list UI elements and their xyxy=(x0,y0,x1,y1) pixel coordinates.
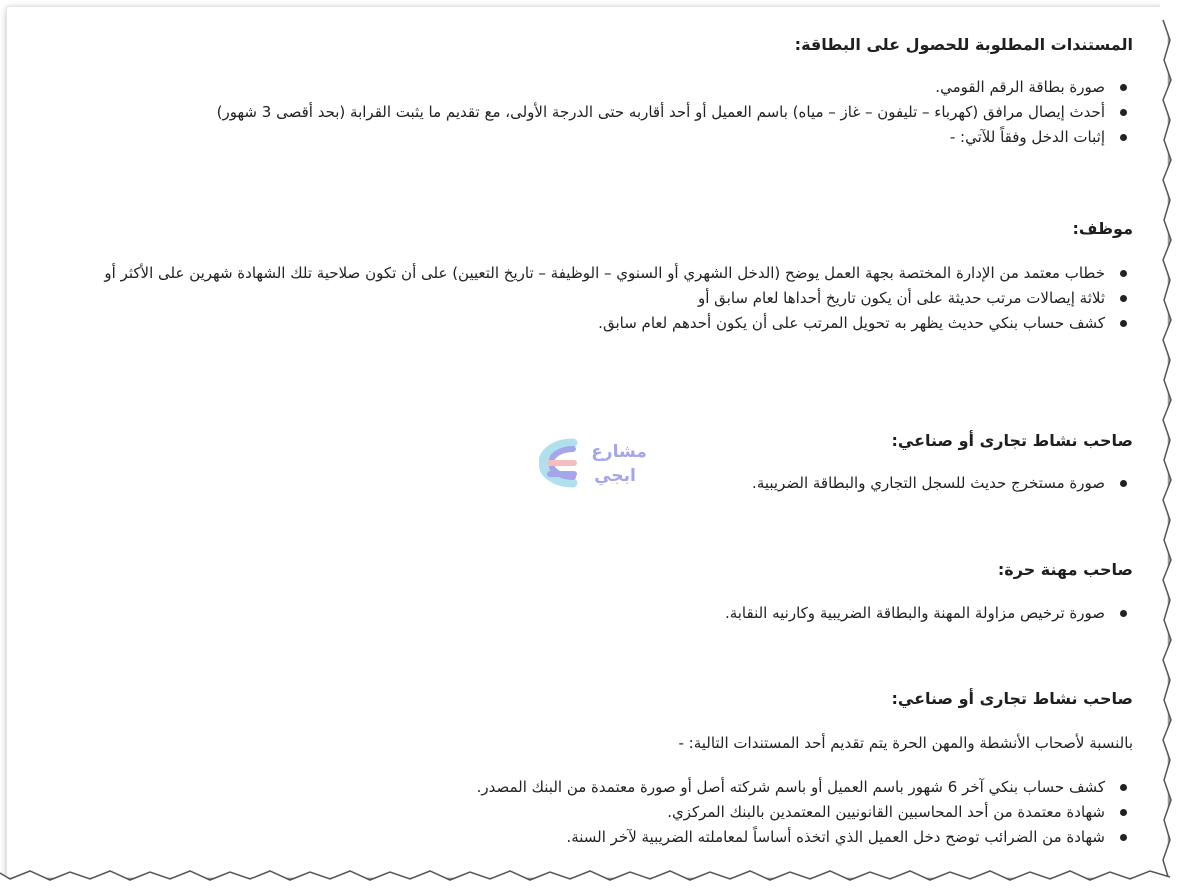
torn-edge-bottom xyxy=(0,865,1187,895)
list-employee xyxy=(43,261,1133,336)
list-item: إثبات الدخل وفقاً للآتي: - xyxy=(53,125,1113,150)
heading-required-documents: المستندات المطلوبة للحصول على البطاقة: xyxy=(794,35,1133,54)
list-required-documents xyxy=(53,75,1133,150)
list-item: شهادة معتمدة من أحد المحاسبين القانونيين المعتمدين بالبنك المركزي. xyxy=(53,800,1113,825)
logo-text-line1: مشارع xyxy=(591,442,647,462)
logo-text-line2: ابجي xyxy=(594,466,636,486)
list-item: شهادة من الضرائب توضح دخل العميل الذي اتخذه أساساً لمعاملته الضريبية لآخر السنة. xyxy=(53,825,1113,850)
list-business-owner-2 xyxy=(53,775,1133,850)
list-item: ثلاثة إيصالات مرتب حديثة على أن يكون تاريخ أحداها لعام سابق أو xyxy=(43,286,1113,311)
heading-freelancer: صاحب مهنة حرة: xyxy=(997,560,1133,579)
list-item: كشف حساب بنكي حديث يظهر به تحويل المرتب على أن يكون أحدهم لعام سابق. xyxy=(43,311,1113,336)
site-logo-watermark xyxy=(539,435,659,491)
list-freelancer xyxy=(53,601,1133,626)
logo-icon xyxy=(539,435,659,491)
list-item: خطاب معتمد من الإدارة المختصة بجهة العمل يوضح (الدخل الشهري أو السنوي – الوظيفة – تاريخ التعيين) على أن تكون صلاحية تلك الشهادة شهرين على الأكثر أو xyxy=(43,261,1113,286)
list-item: صورة بطاقة الرقم القومي. xyxy=(53,75,1113,100)
heading-business-owner: صاحب نشاط تجارى أو صناعي: xyxy=(891,431,1133,450)
list-item: أحدث إيصال مرافق (كهرباء – تليفون – غاز – مياه) باسم العميل أو أحد أقاربه حتى الدرجة الأولى، مع تقديم ما يثبت القرابة (بحد أقصى 3 شهور) xyxy=(53,100,1113,125)
document-frame xyxy=(6,6,1168,878)
heading-employee: موظف: xyxy=(1072,219,1133,238)
heading-business-owner-2: صاحب نشاط تجارى أو صناعي: xyxy=(891,689,1133,708)
list-item: صورة مستخرج حديث للسجل التجاري والبطاقة الضريبية. xyxy=(53,471,1113,496)
intro-paragraph: بالنسبة لأصحاب الأنشطة والمهن الحرة يتم تقديم أحد المستندات التالية: - xyxy=(678,734,1133,752)
list-item: كشف حساب بنكي آخر 6 شهور باسم العميل أو باسم شركته أصل أو صورة معتمدة من البنك المصدر. xyxy=(53,775,1113,800)
torn-edge-right xyxy=(1159,0,1187,895)
list-item: صورة ترخيص مزاولة المهنة والبطاقة الضريبية وكارنيه النقابة. xyxy=(53,601,1113,626)
